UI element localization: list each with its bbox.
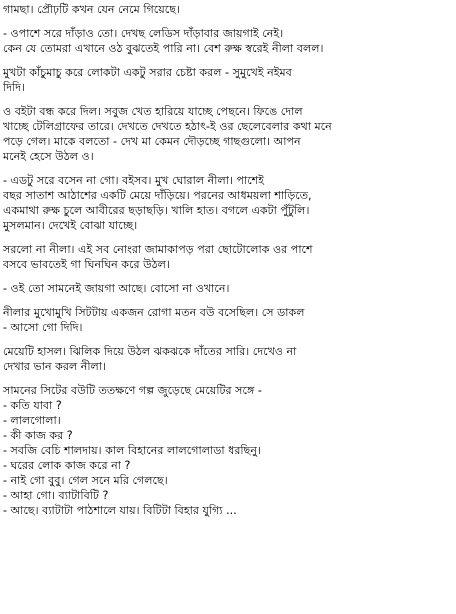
text-line: মনেই হেসে উঠল ও। (3, 150, 94, 163)
text-line: গামছা। প্রৌঢ়টি কখন যেন নেমে গিয়েছে। (3, 3, 180, 16)
text-line: পড়ে গেল। মাকে বলতো - দেখ মা কেমন দৌড়চ্ছে গাছগুলো। আপন (3, 135, 301, 148)
dialogue-line: - নাই গো বুবু। গেল সনে মরি গেলছে। (3, 474, 168, 487)
story-text (3, 2, 450, 518)
dialogue-line: - কতি যাবা ? (3, 399, 62, 412)
text-line: কেন যে তোমরা এখানে ওঠ বুঝতেই পারি না। বেশ রুক্ষ স্বরেই নীলা বলল। (3, 42, 324, 55)
paragraph (3, 242, 450, 272)
paragraph (3, 173, 450, 233)
text-line: নীলার মুখোমুখি সিটটায় একজন রোগা মতন বউ বসেছিল। সে ডাকল (3, 306, 305, 319)
text-line: বছর সাতাশ আঠাশের একটি মেয়ে দাঁড়িয়ে। পরনের আধময়লা শাড়িতে, (3, 189, 312, 202)
text-line: সরলো না নীলা। এই সব নোংরা জামাকাপড় পরা ছোটোলোক ওর পাশে (3, 243, 313, 256)
paragraph (3, 281, 450, 296)
text-line: মুখটা কাঁচুমাচু করে লোকটা একটু সরার চেষ্টা করল - সুমুখেই নইমব (3, 66, 292, 79)
dialogue-line: - ঘরের লোক কাজ করে না ? (3, 459, 131, 472)
paragraph (3, 305, 450, 335)
paragraph (3, 344, 450, 374)
paragraph (3, 104, 450, 164)
text-line: একমাথা রুক্ষ চুলে আবীরের ছড়াছড়ি। খালি হাত। বগলে একটা পুঁটুলি। (3, 204, 310, 217)
dialogue-line: - সবজি বেচি শালদায়। কাল বিহানের লালগোলাডা ধরছিনু। (3, 444, 261, 457)
text-line: - আসো গো দিদি। (3, 321, 83, 334)
text-line: - ওপাশে সরে দাঁড়াও তো। দেখছ লেডিস দাঁড়াবার জায়গাই নেই। (3, 27, 284, 40)
text-line: - এডটু সরে বসেন না গো। বইসব। মুখ ঘোরাল নীলা। পাশেই (3, 174, 264, 187)
text-line: মুসলমান। দেখেই বোঝা যাচ্ছে। (3, 219, 138, 232)
dialogue-line: - কী কাজ কর ? (3, 429, 73, 442)
text-line: ও বইটা বন্ধ করে দিল। সবুজ খেত হারিয়ে যাচ্ছে পেছনে। ফিঙে দোল (3, 105, 303, 118)
text-line: সামনের সিটের বউটি ততক্ষণে গল্প জুড়েছে মেয়েটির সঙ্গে - (3, 384, 262, 397)
paragraph (3, 383, 450, 518)
dialogue-line: - লালগোলা। (3, 414, 61, 427)
paragraph (3, 2, 450, 17)
text-line: দেখার ভান করল নীলা। (3, 360, 106, 373)
text-line: খাচ্ছে টেলিগ্রাফের তারে। দেখতে দেখতে হঠাৎ-ই ওর ছেলেবেলার কথা মনে (3, 120, 332, 133)
text-line: বসবে ভাবতেই গা ঘিনঘিন করে উঠল। (3, 258, 170, 271)
paragraph (3, 65, 450, 95)
dialogue-line: - আহা গো। ব্যাটাবিটি ? (3, 489, 109, 502)
text-line: - ওই তো সামনেই জায়গা আছে। বোসো না ওখানে। (3, 282, 230, 295)
text-line: মেয়েটি হাসল। ঝিলিক দিয়ে উঠল ঝকঝকে দাঁতের সারি। দেখেও না (3, 345, 297, 358)
text-line: দিদি। (3, 81, 25, 94)
dialogue-line: - আছে। ব্যাটাটা পাঠশালে যায়। বিটিটা বিহার যুগ্যি ... (3, 504, 237, 517)
paragraph (3, 26, 450, 56)
